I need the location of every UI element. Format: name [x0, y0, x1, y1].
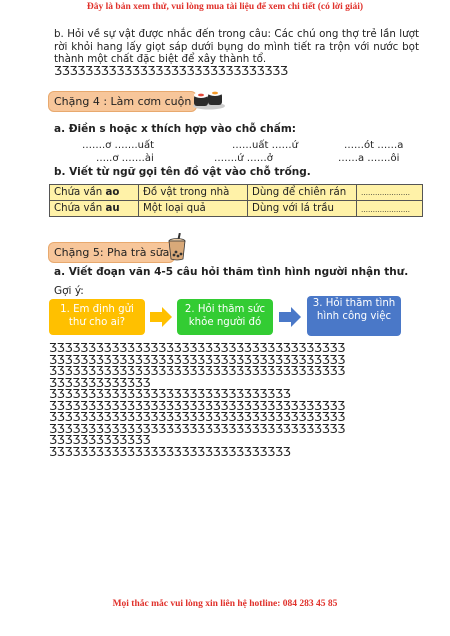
bubble-tea-icon [167, 233, 187, 265]
blank-item: ……a …….ôi [338, 153, 400, 164]
writing-line: ƷƷƷƷƷƷƷƷƷƷƷƷƷƷƷƷƷƷƷƷƷƷƷƷƷƷƷƷƷƷƷƷƷƷƷƷƷƷ [49, 352, 346, 367]
writing-line: ƷƷƷƷƷƷƷƷƷƷƷƷƷƷƷƷƷƷƷƷƷƷƷƷƷƷƷƷƷƷƷ [49, 387, 291, 401]
arrow-right-icon [279, 307, 301, 331]
intro-paragraph: b. Hỏi về sự vật được nhắc đến trong câu: Các chú ong thợ trẻ lần lượt rời khỏi hang lấy giọt sáp dưới bụng do mình tiết ra trộn với nước bọt thành một chất đặc biệt để xây thành tổ. [54, 28, 419, 65]
hint-label: Gợi ý: [54, 285, 84, 297]
preview-notice: Đây là bản xem thử, vui lòng mua tài liệu để xem chi tiết (có lời giải) [86, 2, 364, 12]
writing-line: ƷƷƷƷƷƷƷƷƷƷƷƷƷ [49, 375, 151, 390]
stage4-task-a: a. Điền s hoặc x thích hợp vào chỗ chấm: [54, 123, 296, 135]
blank-item: …….ơ …….uất [82, 140, 155, 151]
stage5-task-a: a. Viết đoạn văn 4-5 câu hỏi thăm tình hình người nhận thư. [54, 266, 409, 278]
word-table [49, 184, 423, 217]
writing-line: ƷƷƷƷƷƷƷƷƷƷƷƷƷƷƷƷƷƷƷƷƷƷƷƷƷƷƷƷƷƷƷ [49, 444, 291, 459]
writing-line: ƷƷƷƷƷƷƷƷƷƷƷƷƷƷƷƷƷƷƷƷƷƷƷƷƷƷƷƷƷƷƷƷƷƷƷƷƷƷ [49, 421, 346, 436]
table-cell: Chứa vần au [50, 201, 139, 217]
table-cell: Đồ vật trong nhà [139, 185, 248, 201]
stage4-task-b: b. Viết từ ngữ gọi tên đồ vật vào chỗ trống. [54, 166, 311, 178]
table-cell: Dùng với lá trầu [248, 201, 357, 217]
sushi-roll-icon [192, 86, 226, 114]
writing-line: ƷƷƷƷƷƷƷƷƷƷƷƷƷƷƷƷƷƷƷƷƷƷƷƷƷƷƷƷƷƷƷƷƷƷƷƷƷƷ [49, 410, 346, 424]
table-cell: Chứa vần ao [50, 185, 139, 201]
blank-item: …..ơ …….ài [96, 153, 154, 164]
writing-line: ƷƷƷƷƷƷƷƷƷƷƷƷƷ [49, 433, 151, 447]
writing-line: ƷƷƷƷƷƷƷƷƷƷƷƷƷƷƷƷƷƷƷƷƷƷƷƷƷƷƷƷƷƷ [54, 64, 288, 78]
answer-blank[interactable]: ………………… [357, 185, 423, 201]
arrow-right-icon [150, 307, 172, 331]
table-row [50, 201, 423, 217]
writing-line: ƷƷƷƷƷƷƷƷƷƷƷƷƷƷƷƷƷƷƷƷƷƷƷƷƷƷƷƷƷƷƷƷƷƷƷƷƷƷ [49, 398, 346, 413]
table-cell: Dùng để chiên rán [248, 185, 357, 201]
writing-lines [49, 343, 345, 458]
blank-item: ……uất ……ứ [232, 140, 298, 151]
stage5-badge: Chặng 5: Pha trà sữa [48, 242, 175, 263]
hint-step-2: 2. Hỏi thăm sức khỏe người đó [177, 299, 273, 335]
writing-line: ƷƷƷƷƷƷƷƷƷƷƷƷƷƷƷƷƷƷƷƷƷƷƷƷƷƷƷƷƷƷƷƷƷƷƷƷƷƷ [49, 341, 346, 355]
table-cell: Một loại quả [139, 201, 248, 217]
stage4-badge: Chặng 4 : Làm cơm cuộn [48, 91, 197, 112]
hint-step-1: 1. Em định gửi thư cho ai? [49, 299, 145, 335]
answer-blank[interactable]: ………………… [357, 201, 423, 217]
hint-step-3: 3. Hỏi thăm tình hình công việc [307, 296, 401, 336]
blank-item: ……ót ……a [344, 140, 404, 151]
hotline-notice: Mọi thắc mắc vui lòng xin liên hệ hotline: 084 283 45 85 [112, 599, 338, 609]
table-row [50, 185, 423, 201]
blank-item: …….ứ ……ở [214, 153, 273, 164]
writing-line: ƷƷƷƷƷƷƷƷƷƷƷƷƷƷƷƷƷƷƷƷƷƷƷƷƷƷƷƷƷƷƷƷƷƷƷƷƷƷ [49, 364, 346, 378]
